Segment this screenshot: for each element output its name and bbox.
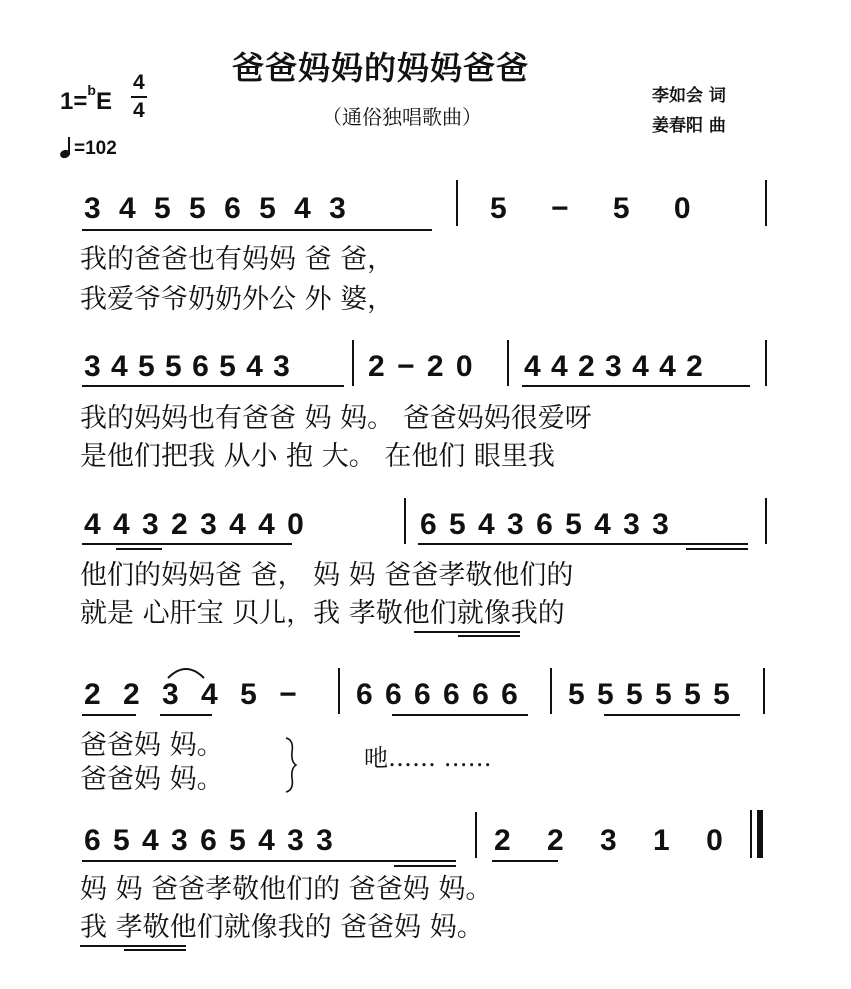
underline-beam-double (394, 865, 456, 867)
notes-measure-4: 2 − 2 0 (368, 350, 475, 383)
time-signature-top: 4 (133, 71, 145, 94)
underline-beam (418, 543, 748, 545)
composer-credit: 姜春阳 曲 (652, 116, 726, 136)
tempo-mark (60, 138, 117, 158)
brace-mark (284, 736, 298, 794)
key-signature (60, 82, 112, 115)
notes-measure-11: 6 5 4 3 6 5 4 3 3 (84, 824, 335, 857)
notes-measure-5: 4 4 2 3 4 4 2 (524, 350, 704, 383)
page-title: 爸爸妈妈的妈妈爸爸 (232, 49, 530, 87)
time-signature-bottom: 4 (133, 99, 145, 122)
final-barline-thick (757, 810, 763, 858)
barline (550, 668, 552, 714)
lyric-underline (80, 945, 186, 947)
notes-measure-6: 4 4 3 2 3 4 4 0 (84, 508, 306, 541)
lyric-verse-1: 爸爸妈 妈。 (80, 730, 224, 761)
barline (352, 340, 354, 386)
underline-beam (392, 714, 528, 716)
lyric-verse-2: 我 孝敬他们就像我的 爸爸妈 妈。 (80, 912, 484, 943)
lyric-verse-2: 是他们把我 从小 抱 大。 在他们 眼里我 (80, 441, 555, 472)
notes-measure-1: 3 4 5 5 6 5 4 3 (84, 192, 351, 225)
time-signature-line (131, 96, 147, 98)
notes-measure-7: 6 5 4 3 6 5 4 3 3 (420, 508, 671, 541)
lyric-verse-1: 我的妈妈也有爸爸 妈 妈。 爸爸妈妈很爱呀 (80, 403, 592, 434)
lyric-verse-2: 我爱爷爷奶奶外公 外 婆， (80, 284, 395, 315)
underline-beam-double (116, 548, 162, 550)
final-barline-thin (750, 810, 752, 858)
notes-measure-8: 2 2 3 4 5 − (84, 678, 304, 711)
notes-measure-2: 5 − 5 0 (490, 192, 709, 225)
underline-beam (160, 714, 212, 716)
barline (763, 668, 765, 714)
lyric-underline (458, 635, 520, 637)
lyric-underline (124, 949, 186, 951)
barline (456, 180, 458, 226)
barline (765, 180, 767, 226)
underline-beam (82, 543, 292, 545)
subtitle: （通俗独唱歌曲） (322, 105, 482, 129)
underline-beam (82, 385, 344, 387)
notes-measure-12: 2 2 3 1 0 (494, 824, 737, 857)
barline (507, 340, 509, 386)
key-label: 1= (60, 88, 88, 115)
barline (765, 498, 767, 544)
barline (338, 668, 340, 714)
barline (475, 812, 477, 858)
notes-measure-3: 3 4 5 5 6 5 4 3 (84, 350, 291, 383)
underline-beam (82, 229, 432, 231)
lyric-verse-1: 妈 妈 爸爸孝敬他们的 爸爸妈 妈。 (80, 874, 493, 905)
barline (404, 498, 406, 544)
interlude-vocal: 吔…… …… (364, 744, 492, 772)
key-note: E (95, 88, 112, 115)
lyric-verse-1: 他们的妈妈爸 爸， 妈 妈 爸爸孝敬他们的 (80, 560, 574, 591)
notes-measure-9: 6 6 6 6 6 6 (356, 678, 520, 711)
lyric-verse-1: 我的爸爸也有妈妈 爸 爸， (80, 244, 395, 275)
tempo-value: =102 (74, 138, 117, 159)
underline-beam (604, 714, 740, 716)
underline-beam (82, 860, 456, 862)
quarter-note-icon (60, 138, 74, 158)
underline-beam (522, 385, 750, 387)
lyric-underline (414, 631, 520, 633)
lyric-verse-2: 就是 心肝宝 贝儿，我 孝敬他们就像我的 (80, 598, 565, 629)
underline-beam (82, 714, 136, 716)
lyricist-credit: 李如会 词 (652, 86, 726, 106)
barline (765, 340, 767, 386)
underline-beam (492, 860, 558, 862)
notes-measure-10: 5 5 5 5 5 5 (568, 678, 732, 711)
lyric-verse-2: 爸爸妈 妈。 (80, 764, 224, 795)
underline-beam-double (686, 548, 748, 550)
key-flat: b (87, 82, 96, 98)
